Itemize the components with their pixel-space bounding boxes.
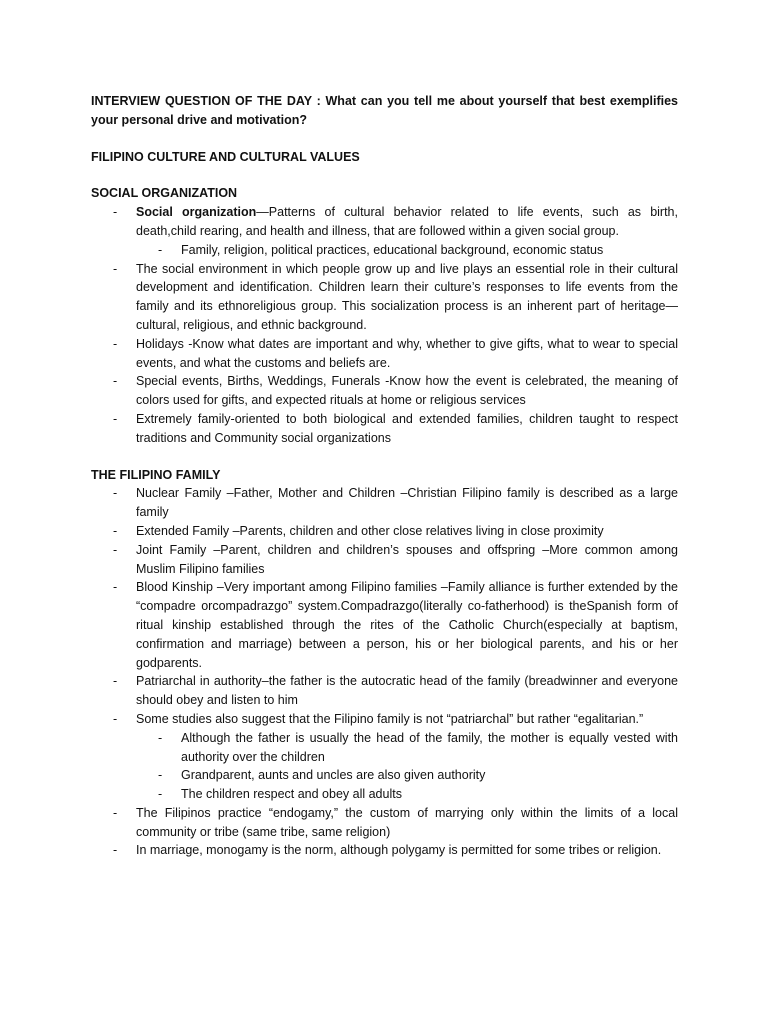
list-item-text: Nuclear Family –Father, Mother and Children –Christian Filipino family is described as a large family xyxy=(136,486,678,520)
spacer xyxy=(91,448,678,465)
family-list xyxy=(91,484,678,860)
list-item xyxy=(91,522,678,541)
list-item xyxy=(91,203,678,259)
culture-title: FILIPINO CULTURE AND CULTURAL VALUES xyxy=(91,149,360,164)
list-item-text: The Filipinos practice “endogamy,” the custom of marrying only within the limits of a local community or tribe (same tribe, same religion) xyxy=(136,805,678,839)
bullet-dash: - xyxy=(113,523,118,538)
list-item xyxy=(91,541,678,579)
list-item-text: Family, religion, political practices, educational background, economic status xyxy=(181,242,604,257)
bullet-dash: - xyxy=(158,768,163,783)
list-item-text: In marriage, monogamy is the norm, although polygamy is permitted for some tribes or religion. xyxy=(136,843,662,858)
social-organization-list xyxy=(91,203,678,447)
bullet-dash: - xyxy=(113,843,118,858)
list-item xyxy=(91,710,678,804)
list-item xyxy=(91,672,678,710)
list-item xyxy=(91,410,678,448)
bullet-dash: - xyxy=(113,205,118,220)
sub-list-item xyxy=(136,785,678,804)
bullet-dash: - xyxy=(113,711,118,726)
bullet-dash: - xyxy=(158,787,163,802)
bullet-dash: - xyxy=(113,542,118,557)
list-item-text: The social environment in which people grow up and live plays an essential role in their cultural development and identification. Children learn their culture’s responses to life events from the family and its ethnoreligious group. This socialization process is an inherent part of heritage—cultural, religious, and ethnic background. xyxy=(136,261,678,332)
list-item xyxy=(91,841,678,860)
term-social-organization: Social organization xyxy=(136,205,257,220)
list-item-text: Patriarchal in authority–the father is the autocratic head of the family (breadwinner and everyone should obey and listen to him xyxy=(136,674,678,708)
spacer xyxy=(91,130,678,148)
sub-list-item xyxy=(136,241,678,260)
list-item xyxy=(91,335,678,373)
list-item-text: Grandparent, aunts and uncles are also given authority xyxy=(181,768,486,783)
list-item xyxy=(91,484,678,522)
bullet-dash: - xyxy=(113,261,118,276)
bullet-dash: - xyxy=(113,674,118,689)
list-item-text: Although the father is usually the head of the family, the mother is equally vested with authority over the children xyxy=(181,730,678,764)
list-item xyxy=(91,372,678,410)
bullet-dash: - xyxy=(158,730,163,745)
list-item-text: Extremely family-oriented to both biological and extended families, children taught to respect traditions and Community social organizations xyxy=(136,411,678,445)
sub-list xyxy=(136,729,678,804)
list-item-text: Joint Family –Parent, children and children’s spouses and offspring –More common among Muslim Filipino families xyxy=(136,542,678,576)
spacer xyxy=(91,166,678,184)
sub-list-item xyxy=(136,766,678,785)
social-organization-title: SOCIAL ORGANIZATION xyxy=(91,186,238,201)
interview-question: INTERVIEW QUESTION OF THE DAY : What can you tell me about yourself that best exemplifies your personal drive and motivation? xyxy=(91,94,678,127)
bullet-dash: - xyxy=(113,411,118,426)
list-item-text: Some studies also suggest that the Filipino family is not “patriarchal” but rather “egalitarian.” xyxy=(136,711,644,726)
list-item xyxy=(91,260,678,335)
list-item xyxy=(91,578,678,672)
list-item-text: Special events, Births, Weddings, Funerals -Know how the event is celebrated, the meaning of colors used for gifts, and expected rituals at home or religious services xyxy=(136,374,678,408)
sub-list xyxy=(136,241,678,260)
sub-list-item xyxy=(136,729,678,767)
bullet-dash: - xyxy=(113,580,118,595)
bullet-dash: - xyxy=(113,805,118,820)
list-item-text: Holidays -Know what dates are important and why, whether to give gifts, what to wear to special events, and what the customs and beliefs are. xyxy=(136,336,678,370)
bullet-dash: - xyxy=(113,336,118,351)
list-item-text: Extended Family –Parents, children and other close relatives living in close proximity xyxy=(136,523,604,538)
bullet-dash: - xyxy=(113,374,118,389)
bullet-dash: - xyxy=(113,486,118,501)
filipino-family-title: THE FILIPINO FAMILY xyxy=(91,467,221,482)
list-item xyxy=(91,804,678,842)
bullet-dash: - xyxy=(158,242,163,257)
list-item-text: The children respect and obey all adults xyxy=(181,787,402,802)
list-item-text: —Patterns of cultural behavior related to life events, such as birth, death,child rearing, and health and illness, that are followed within a given social group. xyxy=(136,205,678,238)
list-item-text: Blood Kinship –Very important among Filipino families –Family alliance is further extended by the “compadre orcompadrazgo” system.Compadrazgo(literally co-fatherhood) is theSpanish form of ritual kinship established through the rites of the Catholic Church(especially at baptism, confirmation and marriage) between a person, his or her biological parents, and his or her godparents. xyxy=(136,580,678,670)
